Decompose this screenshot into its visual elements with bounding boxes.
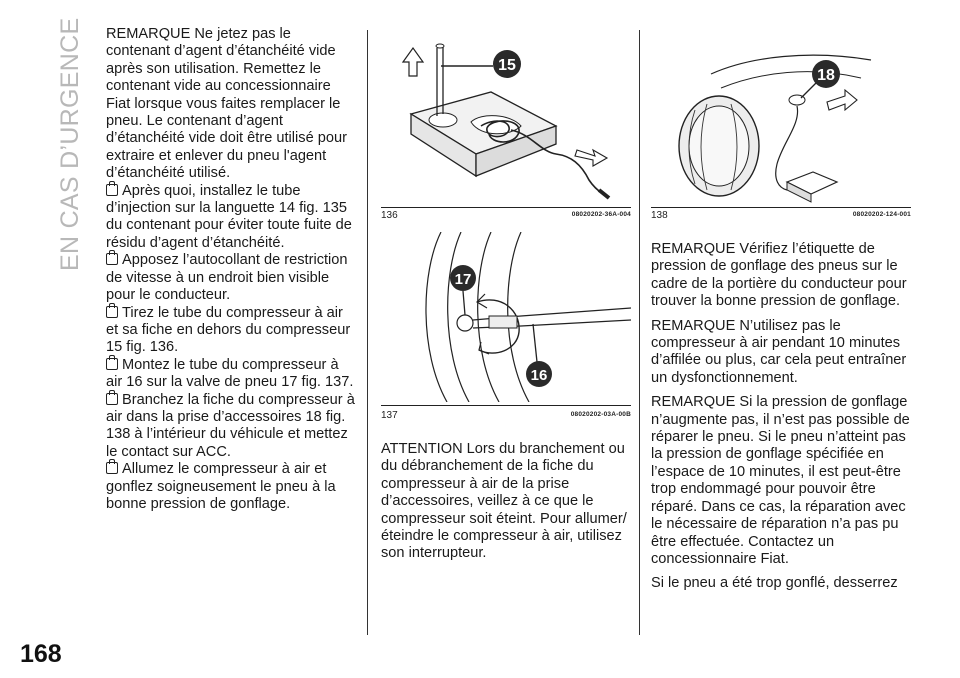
column-3 — [651, 241, 911, 600]
handbag-icon — [106, 184, 118, 196]
handbag-icon — [106, 306, 118, 318]
section-title-vertical: EN CAS D’URGENCE — [56, 18, 84, 272]
attention-paragraph: ATTENTION Lors du branchement ou du débranchement de la fiche du compresseur à air de la prise d’accessoires, veillez à ce que le compresseur soit éteint. Pour allumer/éteindre le compresseur à air, utilisez son interrupteur. — [381, 441, 627, 562]
callout-18: 18 — [817, 67, 835, 84]
remark-paragraph: REMARQUE N’utilisez pas le compresseur à air pendant 10 minutes d’affilée ou plus, car cela peut entraîner un dysfonctionnement. — [651, 317, 907, 386]
figure-number: 138 — [651, 210, 668, 221]
callout-17: 17 — [454, 271, 472, 288]
column-1 — [106, 26, 358, 513]
step-item: Montez le tube du compresseur à air 16 sur la valve de pneu 17 fig. 137. — [106, 356, 354, 391]
step-item: Tirez le tube du compresseur à air et sa fiche en dehors du compresseur 15 fig. 136. — [106, 304, 351, 356]
figure-code: 08020202-03A-00B — [570, 411, 631, 418]
figure-number: 136 — [381, 210, 398, 221]
figure-caption-rule — [381, 207, 631, 208]
continued-paragraph: Si le pneu a été trop gonflé, desserrez — [651, 575, 898, 592]
column-2 — [381, 441, 631, 570]
handbag-icon — [106, 393, 118, 405]
column-divider — [639, 30, 640, 635]
figure-number: 137 — [381, 410, 398, 421]
step-item: Apposez l’autocollant de restriction de vitesse à un endroit bien visible pour le conducteur. — [106, 252, 348, 304]
page-number: 168 — [20, 640, 62, 668]
step-item: Branchez la fiche du compresseur à air dans la prise d’accessoires 18 fig. 138 à l’intérieur du véhicule et mettez le contact sur ACC. — [106, 391, 355, 460]
figure-code: 08020202-124-001 — [852, 211, 911, 218]
figure-138-caption — [651, 210, 911, 221]
figure-code: 08020202-36A-004 — [571, 211, 631, 218]
remark-paragraph: REMARQUE Si la pression de gonflage n’augmente pas, il n’est pas possible de réparer le pneu. Si le pneu n’atteint pas la pression de gonflage spécifiée en l’espace de 10 minutes, il est peut-être trop endommagé pour pouvoir être réparé. Dans ce cas, la réparation avec le nécessaire de réparation n’a pas pu être effectuée. Contactez un concessionnaire Fiat. — [651, 394, 910, 567]
handbag-icon — [106, 358, 118, 370]
figure-caption-rule — [651, 207, 911, 208]
figure-137-caption — [381, 410, 631, 421]
handbag-icon — [106, 253, 118, 265]
figure-136-compressor — [381, 34, 631, 204]
callout-15: 15 — [498, 57, 516, 74]
figure-137-valve — [381, 232, 631, 402]
callout-16: 16 — [530, 367, 548, 384]
remark-paragraph: REMARQUE Vérifiez l’étiquette de pression de gonflage des pneus sur le cadre de la portière du conducteur pour trouver la bonne pression de gonflage. — [651, 241, 907, 310]
step-item: Allumez le compresseur à air et gonflez soigneusement le pneu à la bonne pression de gonflage. — [106, 461, 336, 512]
column-divider — [367, 30, 368, 635]
figure-136-caption — [381, 210, 631, 221]
handbag-icon — [106, 462, 118, 474]
step-item: Après quoi, installez le tube d’injection sur la languette 14 fig. 135 du contenant pour éviter toute fuite de résidu d’agent d’étanchéité. — [106, 182, 352, 251]
figure-138-accessory-socket — [651, 34, 911, 204]
remark-paragraph: REMARQUE Ne jetez pas le contenant d’agent d’étanchéité vide après son utilisation. Remettez le contenant vide au concessionnaire Fiat lorsque vous faites remplacer le pneu. Le contenant d’agent d’étanchéité vide doit être utilisé pour extraire et enlever du pneu l'agent d’étanchéité utilisé. — [106, 26, 347, 182]
figure-caption-rule — [381, 405, 631, 406]
